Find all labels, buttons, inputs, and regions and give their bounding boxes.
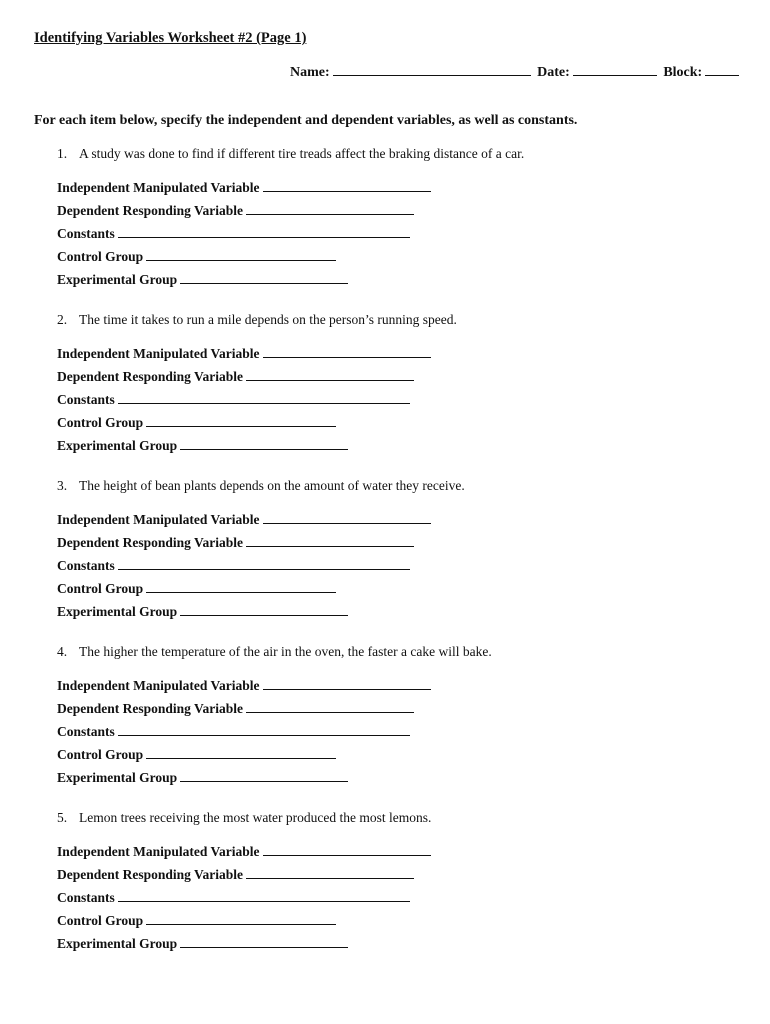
field-label: Dependent Responding Variable bbox=[57, 867, 244, 882]
constants-field bbox=[57, 723, 410, 741]
answer-blank[interactable] bbox=[146, 580, 336, 593]
answer-blank[interactable] bbox=[146, 414, 336, 427]
answer-blank[interactable] bbox=[118, 889, 410, 902]
question-text: A study was done to find if different tire treads affect the braking distance of a car. bbox=[79, 146, 525, 161]
answer-blank[interactable] bbox=[118, 723, 410, 736]
experimental-group-field bbox=[57, 935, 348, 953]
experimental-group-field bbox=[57, 603, 348, 621]
answer-blank[interactable] bbox=[180, 271, 348, 284]
answer-blank[interactable] bbox=[246, 866, 414, 879]
field-label: Independent Manipulated Variable bbox=[57, 180, 260, 195]
answer-blank[interactable] bbox=[263, 677, 431, 690]
question-1 bbox=[57, 146, 524, 162]
block-label: Block: bbox=[663, 65, 703, 80]
field-label: Control Group bbox=[57, 747, 144, 762]
answer-blank[interactable] bbox=[246, 700, 414, 713]
answer-blank[interactable] bbox=[146, 746, 336, 759]
field-label: Constants bbox=[57, 558, 115, 573]
field-label: Dependent Responding Variable bbox=[57, 701, 244, 716]
answer-blank[interactable] bbox=[118, 557, 410, 570]
question-3 bbox=[57, 478, 465, 494]
field-label: Control Group bbox=[57, 415, 144, 430]
dependent-variable-field bbox=[57, 534, 414, 552]
experimental-group-field bbox=[57, 271, 348, 289]
answer-blank[interactable] bbox=[180, 437, 348, 450]
experimental-group-field bbox=[57, 437, 348, 455]
independent-variable-field bbox=[57, 179, 431, 197]
field-label: Independent Manipulated Variable bbox=[57, 678, 260, 693]
answer-blank[interactable] bbox=[246, 202, 414, 215]
name-blank[interactable] bbox=[333, 62, 531, 76]
independent-variable-field bbox=[57, 511, 431, 529]
block-blank[interactable] bbox=[705, 62, 739, 76]
answer-blank[interactable] bbox=[180, 769, 348, 782]
answer-blank[interactable] bbox=[118, 225, 410, 238]
field-label: Constants bbox=[57, 226, 115, 241]
question-number: 3. bbox=[57, 478, 68, 493]
control-group-field bbox=[57, 746, 336, 764]
field-label: Experimental Group bbox=[57, 936, 178, 951]
field-label: Dependent Responding Variable bbox=[57, 203, 244, 218]
field-label: Independent Manipulated Variable bbox=[57, 844, 260, 859]
answer-blank[interactable] bbox=[146, 912, 336, 925]
field-label: Control Group bbox=[57, 249, 144, 264]
question-text: The higher the temperature of the air in the oven, the faster a cake will bake. bbox=[79, 644, 492, 659]
date-label: Date: bbox=[537, 65, 570, 80]
answer-blank[interactable] bbox=[263, 179, 431, 192]
dependent-variable-field bbox=[57, 368, 414, 386]
control-group-field bbox=[57, 414, 336, 432]
control-group-field bbox=[57, 580, 336, 598]
field-label: Experimental Group bbox=[57, 604, 178, 619]
independent-variable-field bbox=[57, 345, 431, 363]
field-label: Independent Manipulated Variable bbox=[57, 346, 260, 361]
name-label: Name: bbox=[290, 65, 330, 80]
field-label: Experimental Group bbox=[57, 770, 178, 785]
dependent-variable-field bbox=[57, 866, 414, 884]
question-2 bbox=[57, 312, 457, 328]
question-text: The time it takes to run a mile depends on the person’s running speed. bbox=[79, 312, 457, 327]
field-label: Dependent Responding Variable bbox=[57, 369, 244, 384]
answer-blank[interactable] bbox=[263, 843, 431, 856]
independent-variable-field bbox=[57, 843, 431, 861]
instructions: For each item below, specify the independent and dependent variables, as well as constants. bbox=[34, 113, 578, 128]
field-label: Experimental Group bbox=[57, 272, 178, 287]
field-label: Independent Manipulated Variable bbox=[57, 512, 260, 527]
answer-blank[interactable] bbox=[246, 368, 414, 381]
dependent-variable-field bbox=[57, 202, 414, 220]
constants-field bbox=[57, 557, 410, 575]
worksheet-title: Identifying Variables Worksheet #2 (Page 1) bbox=[34, 30, 307, 46]
dependent-variable-field bbox=[57, 700, 414, 718]
answer-blank[interactable] bbox=[180, 935, 348, 948]
field-label: Experimental Group bbox=[57, 438, 178, 453]
question-5 bbox=[57, 810, 431, 826]
answer-blank[interactable] bbox=[118, 391, 410, 404]
question-number: 1. bbox=[57, 146, 68, 161]
question-number: 2. bbox=[57, 312, 68, 327]
question-text: The height of bean plants depends on the amount of water they receive. bbox=[79, 478, 465, 493]
field-label: Dependent Responding Variable bbox=[57, 535, 244, 550]
constants-field bbox=[57, 889, 410, 907]
date-blank[interactable] bbox=[573, 62, 657, 76]
question-number: 4. bbox=[57, 644, 68, 659]
constants-field bbox=[57, 225, 410, 243]
constants-field bbox=[57, 391, 410, 409]
field-label: Constants bbox=[57, 890, 115, 905]
answer-blank[interactable] bbox=[146, 248, 336, 261]
field-label: Control Group bbox=[57, 581, 144, 596]
field-label: Constants bbox=[57, 392, 115, 407]
answer-blank[interactable] bbox=[180, 603, 348, 616]
experimental-group-field bbox=[57, 769, 348, 787]
answer-blank[interactable] bbox=[246, 534, 414, 547]
independent-variable-field bbox=[57, 677, 431, 695]
field-label: Control Group bbox=[57, 913, 144, 928]
answer-blank[interactable] bbox=[263, 345, 431, 358]
field-label: Constants bbox=[57, 724, 115, 739]
student-info-header bbox=[290, 62, 742, 81]
control-group-field bbox=[57, 912, 336, 930]
control-group-field bbox=[57, 248, 336, 266]
question-number: 5. bbox=[57, 810, 68, 825]
question-text: Lemon trees receiving the most water produced the most lemons. bbox=[79, 810, 432, 825]
question-4 bbox=[57, 644, 492, 660]
answer-blank[interactable] bbox=[263, 511, 431, 524]
